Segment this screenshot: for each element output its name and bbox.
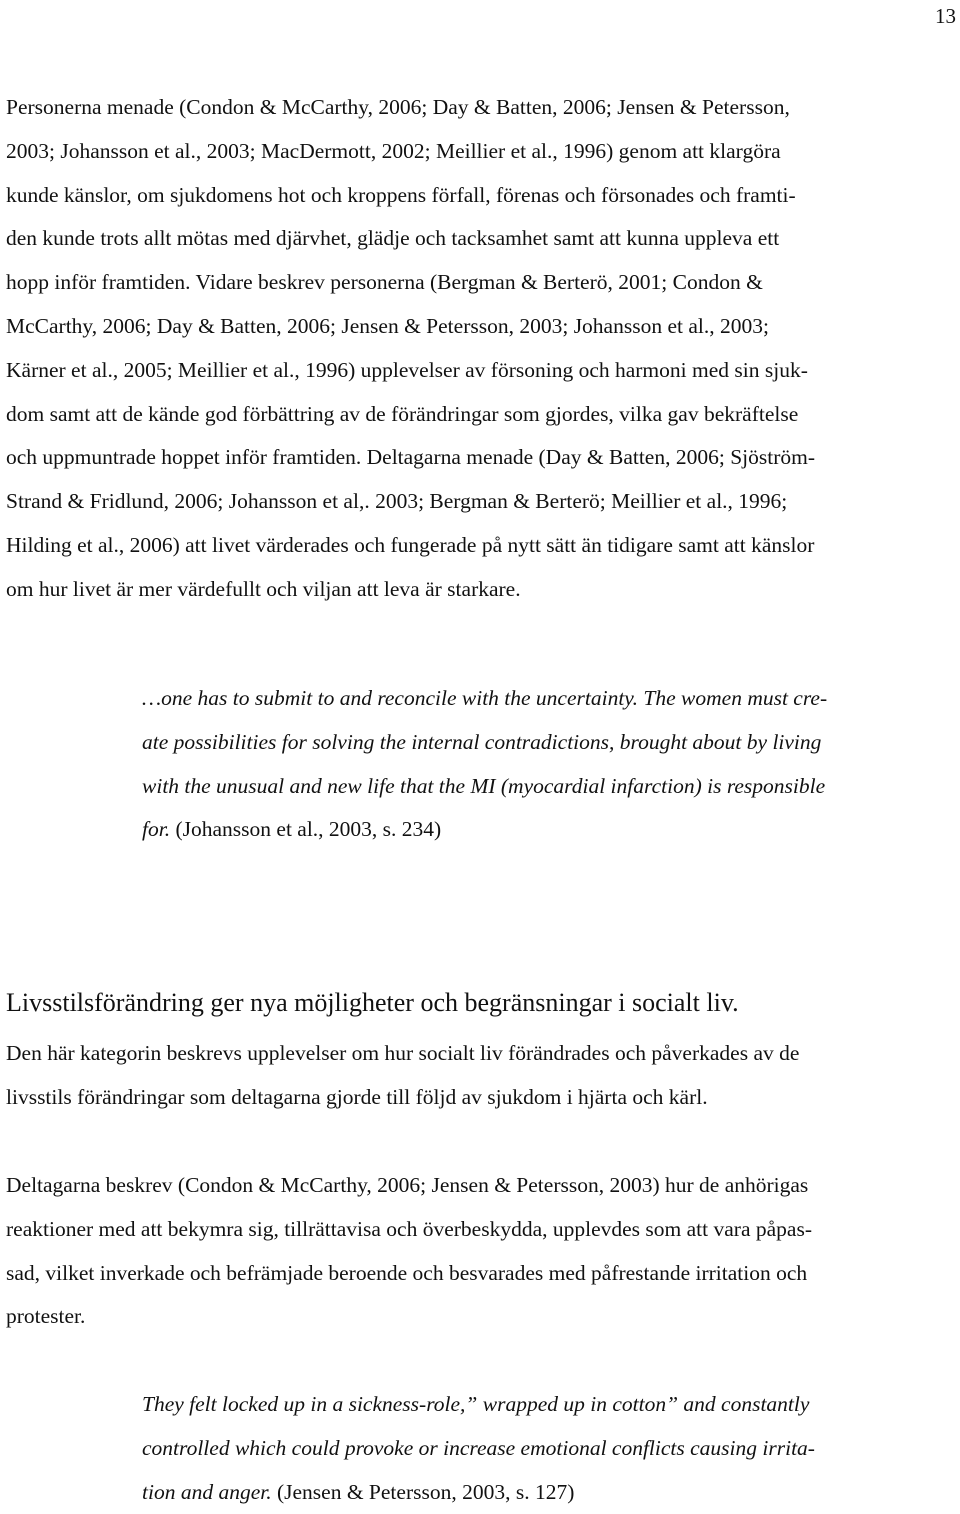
quote-line: …one has to submit to and reconcile with the uncertainty. The women must cre- <box>142 686 828 710</box>
text-line: och uppmuntrade hoppet inför framtiden. Deltagarna menade (Day & Batten, 2006; Sjöström- <box>6 445 816 470</box>
text-line: kunde känslor, om sjukdomens hot och kroppens förfall, förenas och försonades och framti- <box>6 182 796 207</box>
paragraph-1 <box>6 86 958 612</box>
quote-last-line <box>142 1471 958 1514</box>
quote-line: with the unusual and new life that the MI (myocardial infarction) is responsible <box>142 773 826 798</box>
text-line: dom samt att de kände god förbättring av de förändringar som gjordes, vilka gav bekräftelse <box>6 401 799 426</box>
text-line: Kärner et al., 2005; Meillier et al., 1996) upplevelser av försoning och harmoni med sin sjuk- <box>6 357 808 382</box>
text-line: reaktioner med att bekymra sig, tillrättavisa och överbeskydda, upplevdes som att vara påpas- <box>6 1216 812 1241</box>
text-line: 2003; Johansson et al., 2003; MacDermott, 2002; Meillier et al., 1996) genom att klargöra <box>6 138 781 163</box>
text-line: om hur livet är mer värdefullt och viljan att leva är starkare. <box>6 576 521 601</box>
text-line: Hilding et al., 2006) att livet värderades och fungerade på nytt sätt än tidigare samt att känslor <box>6 532 815 557</box>
section-heading: Livsstilsförändring ger nya möjligheter och begränsningar i socialt liv. <box>6 988 739 1017</box>
text-line: Strand & Fridlund, 2006; Johansson et al,. 2003; Bergman & Berterö; Meillier et al., 1996; <box>6 489 788 514</box>
paragraph-3 <box>6 1164 958 1339</box>
text-line: protester. <box>6 1304 86 1329</box>
quote-citation: (Johansson et al., 2003, s. 234) <box>170 817 442 842</box>
quote-text: for. <box>142 817 171 842</box>
text-line: McCarthy, 2006; Day & Batten, 2006; Jensen & Petersson, 2003; Johansson et al., 2003; <box>6 313 769 338</box>
block-quote-2 <box>142 1383 958 1514</box>
text-line: livsstils förändringar som deltagarna gjorde till följd av sjukdom i hjärta och kärl. <box>6 1084 708 1109</box>
text-line: den kunde trots allt mötas med djärvhet, glädje och tacksamhet samt att kunna uppleva ett <box>6 226 780 251</box>
paragraph-2 <box>6 1032 958 1120</box>
text-line: Den här kategorin beskrevs upplevelser om hur socialt liv förändrades och påverkades av de <box>6 1041 800 1065</box>
quote-last-line <box>142 808 958 852</box>
quote-text: tion and anger. <box>142 1479 272 1504</box>
quote-line: They felt locked up in a sickness-role,” wrapped up in cotton” and constantly <box>142 1392 810 1416</box>
block-quote-1 <box>142 677 958 852</box>
text-line: Personerna menade (Condon & McCarthy, 2006; Day & Batten, 2006; Jensen & Petersson, <box>6 95 790 119</box>
text-line: hopp inför framtiden. Vidare beskrev personerna (Bergman & Berterö, 2001; Condon & <box>6 270 763 295</box>
text-line: sad, vilket inverkade och befrämjade beroende och besvarades med påfrestande irritation och <box>6 1260 808 1285</box>
quote-citation: (Jensen & Petersson, 2003, s. 127) <box>271 1479 575 1504</box>
quote-line: controlled which could provoke or increase emotional conflicts causing irrita- <box>142 1435 815 1460</box>
quote-line: ate possibilities for solving the internal contradictions, brought about by living <box>142 729 822 754</box>
text-line: Deltagarna beskrev (Condon & McCarthy, 2006; Jensen & Petersson, 2003) hur de anhörigas <box>6 1173 809 1197</box>
page-number: 13 <box>935 4 956 28</box>
